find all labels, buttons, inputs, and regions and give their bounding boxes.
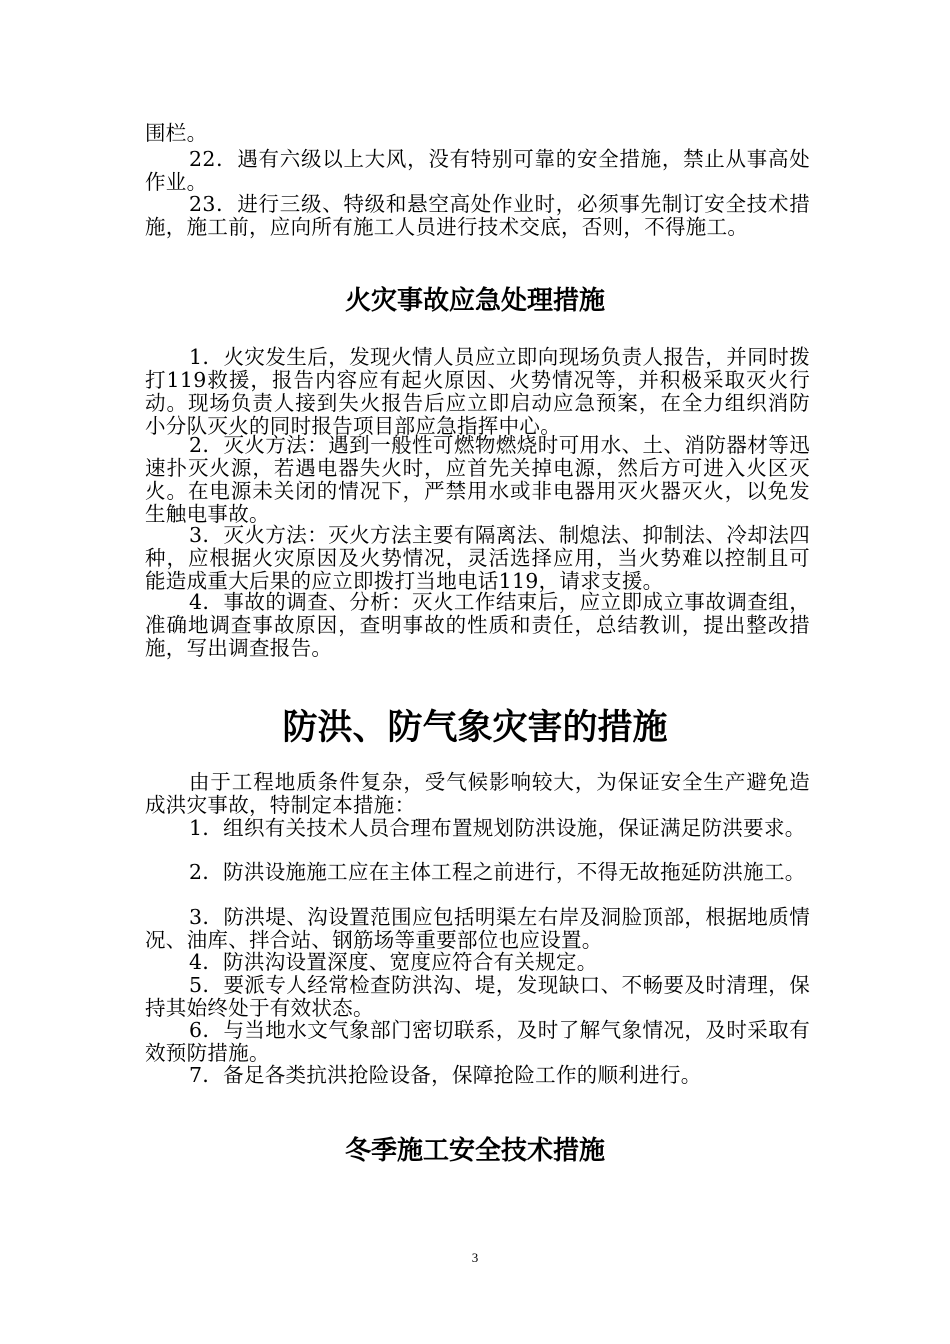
- winter-section-heading: 冬季施工安全技术措施: [344, 1136, 605, 1166]
- flood-paragraph-4: 4．防洪沟设置深度、宽度应符合有关规定。: [189, 950, 598, 974]
- flood-paragraph-7: 7．备足各类抗洪抢险设备，保障抢险工作的顺利进行。: [189, 1063, 702, 1087]
- fire-paragraph-3: 3．灭火方法：灭火方法主要有隔离法、制熄法、抑制法、冷却法四种，应根据火灾原因及火势情况，灵活选择应用，当火势难以控制且可能造成重大后果的应立即拨打当地电话119，请求支援。: [145, 523, 810, 593]
- page-number: 3: [471, 1250, 479, 1265]
- flood-paragraph-5: 5．要派专人经常检查防洪沟、堤，发现缺口、不畅要及时清理，保持其始终处于有效状态。: [145, 973, 810, 1020]
- flood-paragraph-1: 1．组织有关技术人员合理布置规划防洪设施，保证满足防洪要求。: [189, 816, 806, 840]
- flood-paragraph-2: 2．防洪设施施工应在主体工程之前进行，不得无故拖延防洪施工。: [189, 860, 806, 884]
- paragraph-item-22: 22．遇有六级以上大风，没有特别可靠的安全措施，禁止从事高处作业。: [145, 147, 810, 194]
- flood-section-heading: 防洪、防气象灾害的措施: [282, 708, 668, 748]
- fire-paragraph-1: 1．火灾发生后，发现火情人员应立即向现场负责人报告，并同时拨打119救援，报告内容应有起火原因、火势情况等，并积极采取灭火行动。现场负责人接到失火报告后应立即启动应急预案，在全力组织消防小分队灭火的同时报告项目部应急指挥中心。: [145, 345, 810, 438]
- flood-paragraph-6: 6．与当地水文气象部门密切联系，及时了解气象情况，及时采取有效预防措施。: [145, 1018, 810, 1065]
- fire-section-heading: 火灾事故应急处理措施: [344, 286, 605, 316]
- fire-paragraph-2: 2．灭火方法：遇到一般性可燃物燃烧时可用水、土、消防器材等迅速扑灭火源，若遇电器失火时，应首先关掉电源，然后方可进入火区灭火。在电源未关闭的情况下，严禁用水或非电器用灭火器灭火，以免发生触电事故。: [145, 433, 810, 526]
- paragraph-continuation: 围栏。: [145, 121, 208, 145]
- paragraph-item-23: 23．进行三级、特级和悬空高处作业时，必须事先制订安全技术措施，施工前，应向所有施工人员进行技术交底，否则，不得施工。: [145, 192, 810, 239]
- flood-paragraph-3: 3．防洪堤、沟设置范围应包括明渠左右岸及洞脸顶部，根据地质情况、油库、拌合站、钢筋场等重要部位也应设置。: [145, 905, 810, 952]
- fire-paragraph-4: 4．事故的调查、分析：灭火工作结束后，应立即成立事故调查组，准确地调查事故原因，查明事故的性质和责任，总结教训，提出整改措施，写出调查报告。: [145, 590, 810, 660]
- flood-intro-paragraph: 由于工程地质条件复杂，受气候影响较大，为保证安全生产避免造成洪灾事故，特制定本措施：: [145, 770, 810, 817]
